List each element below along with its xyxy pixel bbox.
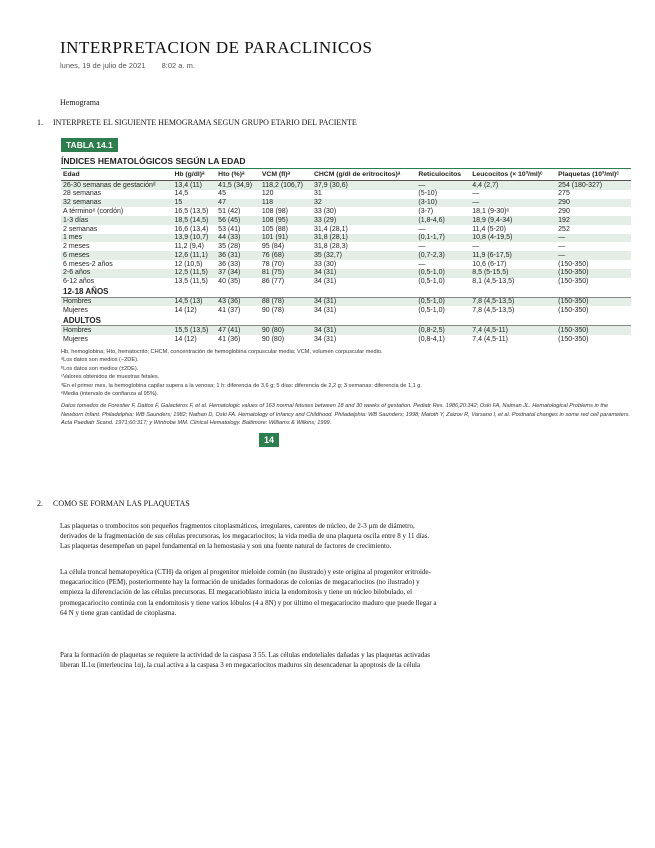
table-cell: 2-6 años (61, 269, 172, 278)
table-cell: (0,5-1,0) (418, 278, 445, 286)
table-note: ᵃLos datos son medios (−2DE). (61, 357, 139, 364)
table-cell: (0,5-1,0) (416, 269, 470, 278)
table-cell: (0,5-1,0) (416, 297, 470, 306)
table-cell: (150-350) (558, 335, 589, 343)
table-cell: 101 (91) (260, 234, 312, 243)
table-cell: Mujeres (63, 335, 88, 343)
hematology-table (61, 169, 631, 344)
table-row (61, 278, 631, 287)
table-cell: 90 (78) (261, 306, 285, 314)
table-note: ᵉMedia (intervalo de confianza al 95%). (61, 390, 159, 397)
table-cell: (0,5-1,0) (418, 306, 445, 314)
table-cell: Hombres (61, 326, 172, 335)
table-header-cell: Hb (g/dl)ᵃ (172, 169, 216, 181)
table-cell: 47 (216, 199, 260, 208)
table-cell: (3-10) (416, 199, 470, 208)
table-cell: 41 (36) (218, 335, 241, 343)
table-cell: 34 (31) (312, 297, 416, 306)
table-cell: 290 (556, 199, 631, 208)
table-cell: 44 (33) (216, 234, 260, 243)
table-cell: (150-350) (558, 260, 589, 268)
table-cell: — (472, 190, 480, 198)
table-cell: 7,8 (4,5-13,5) (472, 306, 515, 314)
table-source: Datos tomados de Forestier F, Dattos F, Galacteros F, et al. Hematologic values of 163 normal fetuses between 18 and 30 weeks of gestation. Pediatr Res. 1986;20:342; Oski FA, Naiman JL. Hematological Problems in the Newborn Infant. Philadelphia: WB Saunders; 1982; Nathan D, Oski FA. Hematology of Infancy and Childhood. Philadelphia: WB Saunders; 1998; Matoth Y, Zaizov R, Varsano I, et al. Postnatal changes in some red cell parameters. Acta Paediatr Scand. 1971;60:317; y Wintrobe MM. Clinical Hematology. Baltimore: Williams & Wilkins; 1999. (61, 403, 631, 427)
table-cell: 86 (77) (261, 278, 285, 286)
question-1-text: INTERPRETE EL SIGUIENTE HEMOGRAMA SEGUN GRUPO ETARIO DEL PACIENTE (53, 118, 357, 127)
table-cell: 12,5 (11,5) (172, 269, 216, 278)
table-cell: 10,8 (4-19,5) (470, 234, 556, 243)
table-cell: 252 (558, 225, 570, 233)
table-cell: 290 (558, 207, 570, 215)
table-cell: 8,1 (4,5-13,5) (472, 278, 515, 286)
table-cell: 1-3 días (61, 216, 172, 225)
table-row (61, 326, 631, 335)
table-cell: — (418, 225, 426, 233)
table-cell: 32 semanas (61, 199, 172, 208)
table-cell: 18,9 (9,4-34) (470, 216, 556, 225)
table-cell: (150-350) (558, 306, 589, 314)
table-cell: 18,1 (9-30)ᵉ (472, 207, 510, 215)
table-cell: 18,5 (14,5) (172, 216, 216, 225)
table-cell: — (418, 260, 426, 268)
table-cell: 16,6 (13,4) (174, 225, 209, 233)
table-cell: 275 (558, 190, 570, 198)
table-cell: 47 (41) (216, 326, 260, 335)
table-cell: 6-12 años (63, 278, 95, 286)
table-cell: 78 (70) (261, 260, 285, 268)
table-row (61, 216, 631, 225)
table-cell: 35 (32,7) (312, 251, 416, 260)
table-cell: 34 (31) (313, 335, 337, 343)
table-cell: 32 (312, 199, 416, 208)
table-cell: 12,6 (11,1) (172, 251, 216, 260)
table-note: Hb, hemoglobina; Hto, hematocrito; CHCM, concentración de hemoglobina corpuscular media; VCM, volumen corpuscular medio. (61, 348, 383, 355)
paragraph-1: Las plaquetas o trombocitos son pequeños fragmentos citoplasmáticos, irregulares, carentes de núcleo, de 2-3 µm de diámetro, derivados de la fragmentación de sus células precursoras, los megacariocitos; la vida media de una plaqueta oscila entre 8 y 11 días. Las plaquetas desempeñan un papel fundamental en la hemostasia y son una fuente natural de factores de crecimiento. (60, 522, 430, 551)
table-cell: — (472, 243, 480, 251)
table-row (61, 306, 631, 315)
table-cell: 37 (34) (216, 269, 260, 278)
table-cell: 11,2 (9,4) (174, 243, 204, 251)
table-header-cell: Plaquetas (10³/ml)ᶜ (556, 169, 631, 181)
table-cell: 254 (180-327) (556, 181, 631, 190)
table-cell: 12 (10,5) (174, 260, 203, 268)
table-section-label: ADULTOS (61, 315, 631, 326)
table-cell: 36 (33) (218, 260, 241, 268)
page-number-badge: 14 (259, 433, 279, 447)
table-row (61, 234, 631, 243)
table-cell: 56 (45) (216, 216, 260, 225)
table-cell: 31,8 (28,1) (312, 234, 416, 243)
table-cell: Hombres (61, 297, 172, 306)
table-title: ÍNDICES HEMATOLÓGICOS SEGÚN LA EDAD (61, 156, 631, 169)
page-date: lunes, 19 de julio de 2021 (60, 61, 146, 70)
table-row (61, 251, 631, 260)
table-cell: 2 semanas (63, 225, 98, 233)
table-cell: 108 (95) (260, 216, 312, 225)
table-cell: 33 (29) (312, 216, 416, 225)
table-cell: (5-10) (418, 190, 438, 198)
table-section-label: 12-18 AÑOS (61, 286, 631, 297)
table-cell: 15,5 (13,5) (172, 326, 216, 335)
table-cell: 16,5 (13,5) (174, 207, 209, 215)
table-note: ᶜValores obtenidos de muestras fetales. (61, 374, 160, 381)
table-cell: (150-350) (558, 278, 589, 286)
table-header-cell: Reticulocitos (416, 169, 470, 181)
table-cell: (0,7-2,3) (416, 251, 470, 260)
table-header-cell: Hto (%)ᵃ (216, 169, 260, 181)
table-header-cell: Leucocitos (× 10³/ml)ᶜ (470, 169, 556, 181)
table-note: ᵈEn el primer mes, la hemoglobina capilar supera a la venosa; 1 h: diferencia de 3,6 g; 5 días: diferencia de 2,2 g; 3 semanas: diferencia de 1,1 g. (61, 382, 422, 389)
paragraph-2: La célula troncal hematopoyética (CTH) da origen al progenitor mieloide común (no ilustrado) y este origina al progenitor eritroide-megacariocítico (PEM), posteriormente hay la formación de unidades formadoras de colonias de megacariocitos (no ilustrado) y empieza la diferenciación de las células precursoras. El megacarioblasto inicia la endomitosis y tiene un núcleo bilobulado, el promegacariocito continúa con la endomitosis y tiene varios lóbulos (4 a 8N) y por último el megacariocito maduro que puede llegar a 64 N y tiene gran cantidad de citoplasma. (60, 568, 437, 617)
table-cell: (3-7) (418, 207, 434, 215)
table-cell: 7,8 (4,5-13,5) (470, 297, 556, 306)
table-cell: 14 (12) (174, 306, 197, 314)
table-cell: 6 meses-2 años (63, 260, 113, 268)
table-cell: 11,4 (5-20) (472, 225, 506, 233)
table-cell: (1,8-4,6) (416, 216, 470, 225)
table-cell: (0,8-4,1) (418, 335, 445, 343)
table-cell: (0,8-2,5) (416, 326, 470, 335)
table-cell: 43 (36) (216, 297, 260, 306)
table-cell: 90 (80) (261, 335, 285, 343)
table-cell: 33 (30) (313, 207, 337, 215)
table-row (61, 181, 631, 190)
table-header-row (61, 169, 631, 181)
table-row (61, 225, 631, 234)
table-cell: 14 (12) (174, 335, 197, 343)
table-notes (61, 348, 631, 398)
table-cell: 11,9 (6-17,5) (470, 251, 556, 260)
page-meta (60, 61, 209, 70)
table-cell: 7,4 (4,5-11) (470, 326, 556, 335)
table-cell: (0,1-1,7) (416, 234, 470, 243)
table-cell: 105 (88) (261, 225, 288, 233)
table-tag: TABLA 14.1 (61, 138, 118, 152)
table-row (61, 297, 631, 306)
question-1-number: 1. (37, 118, 43, 127)
table-row (61, 207, 631, 216)
table-section-row (61, 286, 631, 297)
table-cell: — (556, 234, 631, 243)
table-header-cell: Edad (61, 169, 172, 181)
table-row (61, 199, 631, 208)
table-row (61, 260, 631, 269)
table-cell: 13,4 (11) (172, 181, 216, 190)
question-1 (37, 118, 357, 127)
table-cell: 6 meses (61, 251, 172, 260)
table-cell: 31,8 (28,3) (313, 243, 348, 251)
table-cell: 14,5 (174, 190, 189, 198)
table-cell: 40 (35) (218, 278, 241, 286)
table-cell: 33 (30) (313, 260, 337, 268)
table-header-cell: VCM (fl)ᵃ (260, 169, 312, 181)
table-cell: 118,2 (106,7) (260, 181, 312, 190)
table-row (61, 190, 631, 199)
page-title: INTERPRETACION DE PARACLINICOS (60, 38, 373, 57)
table-cell: 53 (41) (218, 225, 241, 233)
table-cell: (150-350) (556, 297, 631, 306)
table-cell: 28 semanas (63, 190, 102, 198)
question-2 (37, 499, 190, 508)
table-row (61, 269, 631, 278)
table-cell: 8,5 (5-15,5) (470, 269, 556, 278)
table-cell: — (416, 181, 470, 190)
table-cell: 1 mes (61, 234, 172, 243)
paragraph-3: Para la formación de plaquetas se requiere la actividad de la caspasa 3 55. Las células endoteliales dañadas y las plaquetas activadas liberan IL1α (interleucina 1α), la cual activa a la caspasa 3 en megacariocitos maduros sin desencadenar la apoptosis de la célula (60, 651, 431, 670)
table-cell: 37,9 (30,6) (312, 181, 416, 190)
table-cell: 34 (31) (312, 269, 416, 278)
table-cell: 34 (31) (313, 278, 337, 286)
table-cell: 120 (261, 190, 274, 198)
section-heading: Hemograma (60, 98, 100, 107)
table-cell: 76 (68) (260, 251, 312, 260)
table-cell: A términoᵉ (cordón) (63, 207, 124, 215)
table-cell: 2 meses (63, 243, 90, 251)
table-cell: 35 (28) (218, 243, 241, 251)
table-cell: 90 (80) (260, 326, 312, 335)
table-header-cell: CHCM (g/dl de eritrocitos)ᵃ (312, 169, 416, 181)
table-cell: 88 (78) (260, 297, 312, 306)
table-cell: 14,5 (13) (172, 297, 216, 306)
table-row (61, 335, 631, 344)
table-cell: 45 (218, 190, 226, 198)
table-cell: 34 (31) (313, 306, 337, 314)
table-cell: 26-30 semanas de gestaciónᵈ (61, 181, 172, 190)
table-cell: — (556, 251, 631, 260)
table-cell: (150-350) (556, 326, 631, 335)
question-2-text: COMO SE FORMAN LAS PLAQUETAS (53, 499, 190, 508)
table-cell: 118 (260, 199, 312, 208)
table-cell: 81 (75) (260, 269, 312, 278)
table-cell: 13,9 (10,7) (172, 234, 216, 243)
table-row (61, 242, 631, 251)
table-cell: Mujeres (63, 306, 88, 314)
table-cell: — (470, 199, 556, 208)
table-cell: 4,4 (2,7) (470, 181, 556, 190)
table-cell: 34 (31) (312, 326, 416, 335)
table-cell: — (558, 243, 566, 251)
question-2-number: 2. (37, 499, 43, 508)
table-cell: 192 (556, 216, 631, 225)
table-cell: 13,5 (11,5) (174, 278, 208, 286)
table-cell: (150-350) (556, 269, 631, 278)
table-cell: — (418, 243, 426, 251)
table-cell: 36 (31) (216, 251, 260, 260)
table-cell: 95 (84) (261, 243, 285, 251)
table-cell: 31 (313, 190, 322, 198)
table-note: ᵇLos datos son medios (±2DE). (61, 365, 139, 372)
table-cell: 108 (98) (261, 207, 288, 215)
table-cell: 7,4 (4,5-11) (472, 335, 508, 343)
table-cell: 31,4 (28,1) (313, 225, 348, 233)
page-time: 8:02 a. m. (161, 61, 195, 70)
table-cell: 15 (172, 199, 216, 208)
hematology-table-image (61, 135, 631, 447)
table-section-row (61, 315, 631, 326)
table-cell: 41,5 (34,9) (216, 181, 260, 190)
table-cell: 10,6 (6-17) (472, 260, 507, 268)
table-cell: 51 (42) (218, 207, 241, 215)
table-cell: 41 (37) (218, 306, 241, 314)
